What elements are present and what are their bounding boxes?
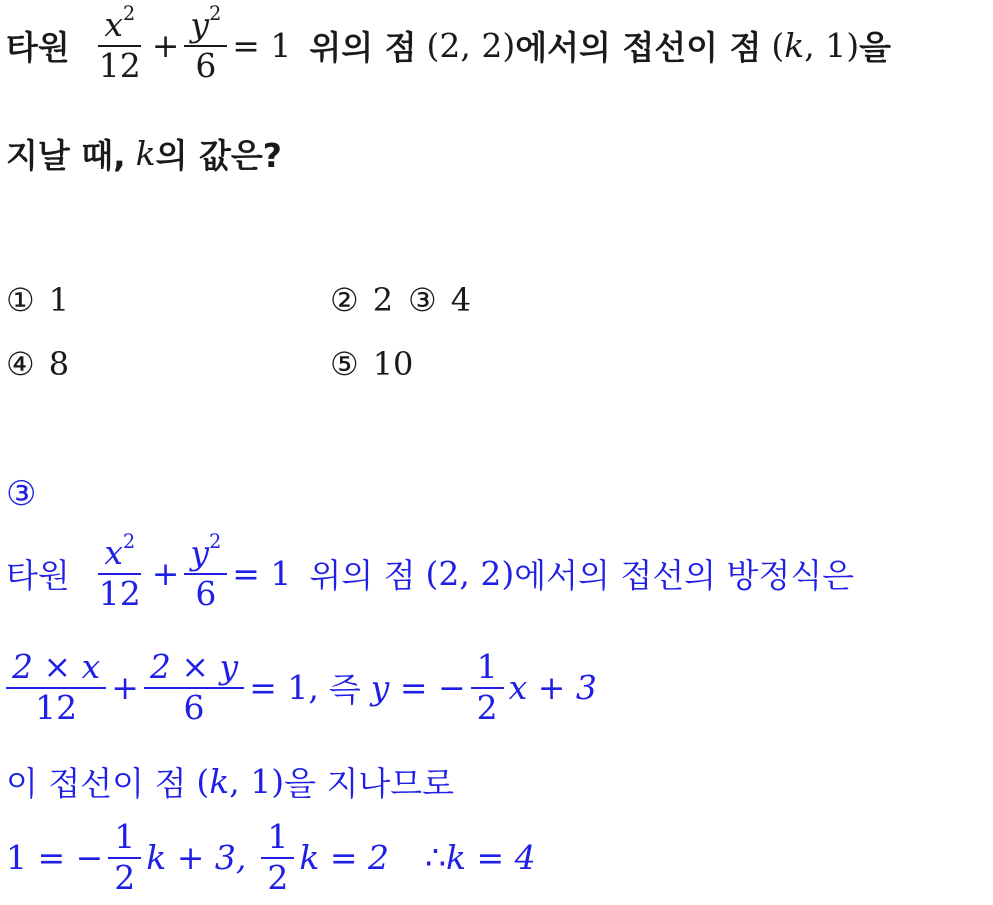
choice-mark-3: ③	[408, 281, 437, 319]
answer2-fraction-half: $\frac{1}{2}$	[471, 650, 504, 725]
answer-fraction-x2-over-12: $\frac{x^2}{12}$	[98, 530, 141, 613]
answer-fraction-2y-over-6: $\frac{2 \times y}{6}$	[144, 650, 244, 725]
question-prefix: 타원	[6, 28, 70, 68]
answer-mark: ③	[6, 474, 37, 514]
answer-prefix: 타원	[6, 556, 70, 596]
choice-value-2: 2	[372, 281, 394, 319]
answer-equation-rhs: = 1	[232, 554, 292, 594]
answer-line-3	[6, 758, 454, 805]
choice-mark-4: ④	[6, 345, 35, 383]
question-line-1	[6, 2, 891, 85]
answer4-fraction-half-2: $\frac{1}{2}$	[261, 820, 294, 895]
choice-1[interactable]	[6, 281, 69, 319]
question-line2-prefix: 지날 때,	[6, 136, 126, 175]
answer2-y-equals: y = −	[370, 668, 466, 708]
question-line2-suffix: 의 값은?	[155, 136, 282, 175]
therefore-symbol: ∴	[425, 838, 447, 878]
answer4-result: k = 4	[446, 838, 536, 878]
answer4-part-2: k = 2	[299, 838, 390, 878]
choice-3[interactable]	[408, 281, 471, 319]
question-suffix: 을	[859, 28, 891, 68]
choice-4[interactable]	[6, 345, 69, 383]
choice-value-5: 10	[372, 345, 414, 383]
question-line-2	[6, 130, 282, 177]
answer-line-4	[6, 817, 536, 897]
question-mid-2: 에서의 접선이 점	[515, 28, 762, 68]
answer4-part-1: k + 3,	[146, 838, 247, 878]
choice-value-4: 8	[48, 345, 70, 383]
answer2-equation-rhs: = 1,	[249, 668, 319, 708]
choice-mark-2: ②	[330, 281, 359, 319]
equation-rhs: = 1	[232, 26, 292, 66]
answer3-point-k-1: (k, 1)	[196, 762, 285, 801]
plus-sign: +	[151, 26, 180, 66]
fraction-y2-over-6: $\frac{y^2}{6}$	[184, 8, 227, 83]
question-mid-1: 위의 점	[309, 28, 417, 68]
choice-mark-5: ⑤	[330, 345, 359, 383]
choice-value-3: 4	[450, 281, 472, 319]
answer3-prefix: 이 접선이 점	[6, 764, 187, 803]
answer4-fraction-half-1: $\frac{1}{2}$	[108, 820, 141, 895]
answer-point-2-2: (2, 2)	[425, 554, 515, 594]
point-2-2: (2, 2)	[426, 26, 516, 66]
answer-fraction-2x-over-12: $\frac{2 \times x}{12}$	[6, 650, 106, 725]
answer-mid-1: 위의 점	[309, 556, 416, 596]
answer-fraction-y2-over-6: $\frac{y^2}{6}$	[184, 536, 227, 611]
answer-line-2	[6, 647, 597, 727]
fraction-x2-over-12: $\frac{x^2}{12}$	[98, 2, 141, 85]
choice-value-1: 1	[48, 281, 70, 319]
choice-5[interactable]	[330, 345, 413, 383]
choice-mark-1: ①	[6, 281, 35, 319]
variable-k: k	[135, 134, 156, 173]
answer2-rest: x + 3	[508, 668, 597, 708]
point-k-1: (k, 1)	[771, 26, 860, 66]
answer-line1-suffix: 에서의 접선의 방정식은	[514, 556, 855, 596]
answer2-word: 즉	[328, 670, 361, 710]
answer4-lhs: 1 = −	[6, 838, 104, 878]
choice-2[interactable]	[330, 281, 393, 319]
answer-plus-sign: +	[151, 554, 180, 594]
answer-line-1	[6, 530, 855, 613]
answer2-plus-sign: +	[111, 668, 139, 708]
answer3-suffix: 을 지나므로	[284, 764, 454, 803]
